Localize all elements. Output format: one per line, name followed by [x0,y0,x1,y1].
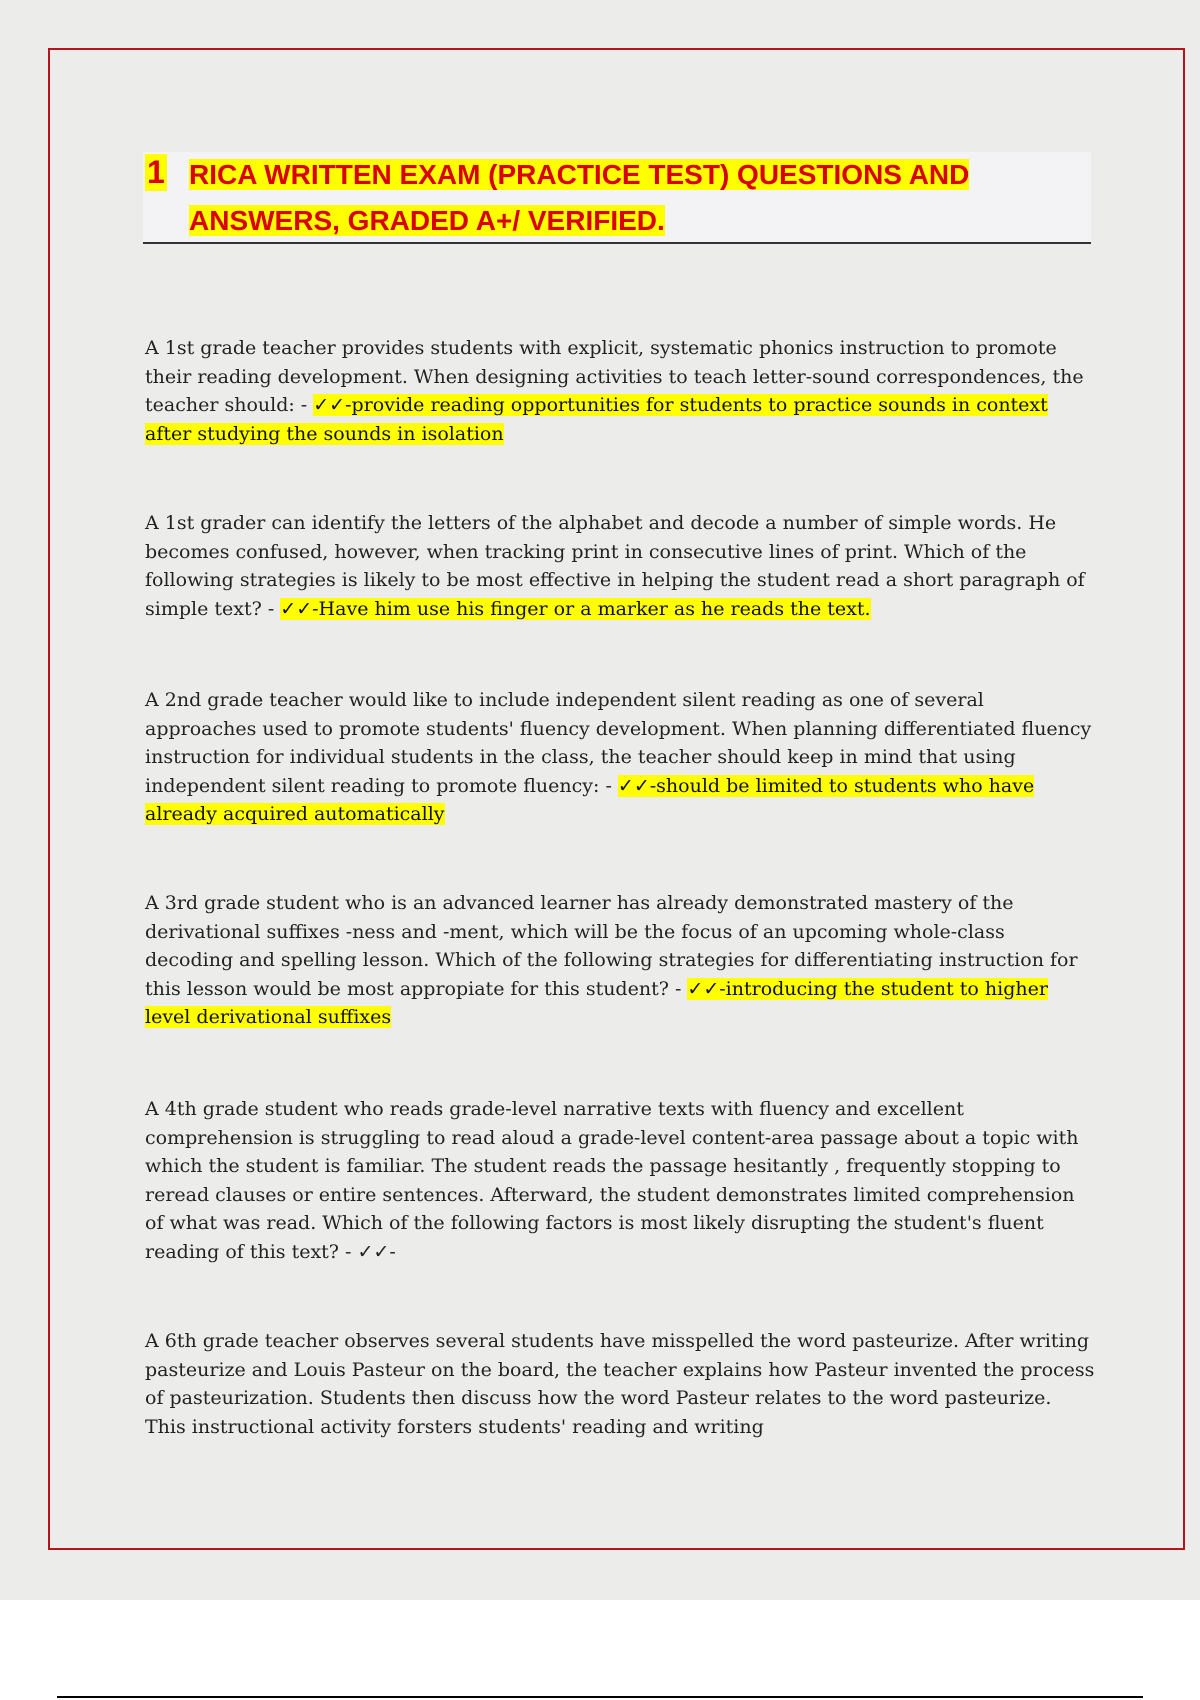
page-footer-rule [57,1696,1143,1698]
qa-item-3 [145,686,1095,829]
question-text: A 1st grade teacher provides students with explicit, systematic phonics instruction to promote their reading development. When designing activities to teach letter-sound correspondences, the teacher should: - [145,337,1084,416]
qa-item-6 [145,1327,1095,1441]
qa-item-1 [145,334,1095,448]
answer-highlight: ✓✓-Have him use his finger or a marker as he reads the text. [280,597,871,620]
question-text: A 2nd grade teacher would like to include independent silent reading as one of several approaches used to promote students' fluency development. When planning differentiated fluency instruction for individual students in the class, the teacher should keep in mind that using independent silent reading to promote fluency: - [145,689,1092,797]
answer-highlight: ✓✓-should be limited to students who have already acquired automatically [145,774,1035,825]
answer-highlight: ✓✓-provide reading opportunities for students to practice sounds in context after studying the sounds in isolation [145,394,1048,445]
qa-item-4 [145,889,1095,1032]
question-text: A 1st grader can identify the letters of the alphabet and decode a number of simple words. He becomes confused, however, when tracking print in consecutive lines of print. Which of the following strategies is likely to be most effective in helping the student read a short paragraph of simple text? - [145,512,1085,620]
answer-highlight: ✓✓-introducing the student to higher level derivational suffixes [145,977,1048,1028]
qa-item-2 [145,509,1095,623]
question-text: A 4th grade student who reads grade-level narrative texts with fluency and excellent comprehension is struggling to read aloud a grade-level content-area passage about a topic with which the student is familiar. The student reads the passage hesitantly , frequently stopping to reread clauses or entire sentences. Afterward, the student demonstrates limited comprehension of what was read. Which of the following factors is most likely disrupting the student's fluent reading of this text? - ✓✓- [145,1098,1079,1263]
title-text-highlight: RICA WRITTEN EXAM (PRACTICE TEST) QUESTIONS AND ANSWERS, GRADED A+/ VERIFIED. [189,159,970,236]
title-number: 1 [147,154,165,190]
question-text: A 6th grade teacher observes several students have misspelled the word pasteurize. After writing pasteurize and Louis Pasteur on the board, the teacher explains how Pasteur invented the process of pasteurization. Students then discuss how the word Pasteur relates to the word pasteurize. This instructional activity forsters students' reading and writing [145,1330,1095,1438]
document-title [189,152,1089,244]
qa-item-5 [145,1095,1095,1266]
question-text: A 3rd grade student who is an advanced learner has already demonstrated mastery of the derivational suffixes -ness and -ment, which will be the focus of an upcoming whole-class decoding and spelling lesson. Which of the following strategies for differentiating instruction for this lesson would be most appropiate for this student? - [145,892,1078,1000]
